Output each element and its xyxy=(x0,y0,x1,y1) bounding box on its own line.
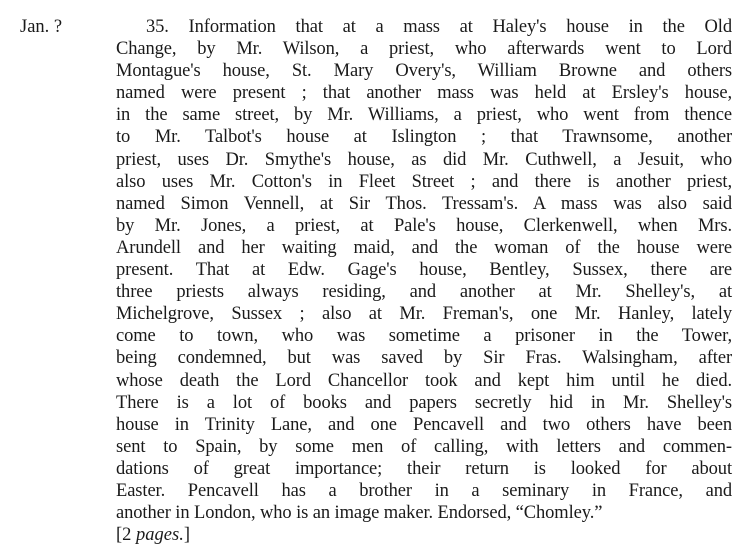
entry-line: to Mr. Talbot's house at Islington ; that Trawnsome, another xyxy=(116,127,732,148)
entry-line: Michelgrove, Sussex ; also at Mr. Freman's, one Mr. Hanley, lately xyxy=(116,304,732,325)
entry-line: Easter. Pencavell has a brother in a seminary in France, and xyxy=(116,480,732,501)
entry-line: present. That at Edw. Gage's house, Bentley, Sussex, there are xyxy=(116,260,732,281)
entry-line: also uses Mr. Cotton's in Fleet Street ; and there is another priest, xyxy=(116,171,732,192)
entry-line: sent to Spain, by some men of calling, with letters and commen- xyxy=(116,436,732,457)
entry-line: named Simon Vennell, at Sir Thos. Tressam's. A mass was also said xyxy=(116,193,732,214)
entry-line: by Mr. Jones, a priest, at Pale's house, Clerkenwell, when Mrs. xyxy=(116,215,732,236)
entry-date: Jan. ? xyxy=(20,17,63,37)
entry-line: Change, by Mr. Wilson, a priest, who afterwards went to Lord xyxy=(116,39,732,60)
entry-line: named were present ; that another mass was held at Ersley's house, xyxy=(116,83,732,104)
entry-line: whose death the Lord Chancellor took and kept him until he died. xyxy=(116,370,732,391)
page-count-open: [2 xyxy=(116,525,137,546)
entry-line: Arundell and her waiting maid, and the woman of the house were xyxy=(116,237,732,258)
entry-line: There is a lot of books and papers secretly hid in Mr. Shelley's xyxy=(116,392,732,413)
entry-line: priest, uses Dr. Smythe's house, as did Mr. Cuthwell, a Jesuit, who xyxy=(116,149,732,170)
entry-line: being condemned, but was saved by Sir Fras. Walsingham, after xyxy=(116,348,732,369)
entry-line: Montague's house, St. Mary Overy's, William Browne and others xyxy=(116,61,732,82)
entry-line: dations of great importance; their return is looked for about xyxy=(116,458,732,479)
entry-line: in the same street, by Mr. Williams, a priest, who went from thence xyxy=(116,105,732,126)
entry-line: three priests always residing, and another at Mr. Shelley's, at xyxy=(116,282,732,303)
calendar-entry xyxy=(116,16,732,546)
entry-line: another in London, who is an image maker. Endorsed, “Chomley.” xyxy=(116,503,603,524)
page-count-word: pages. xyxy=(136,525,184,546)
entry-line: 35. Information that at a mass at Haley's house in the Old xyxy=(146,17,732,37)
page-count-close: ] xyxy=(183,525,191,546)
entry-line: come to town, who was sometime a prisoner in the Tower, xyxy=(116,326,732,347)
page-count-note xyxy=(116,524,732,546)
entry-line: house in Trinity Lane, and one Pencavell and two others have been xyxy=(116,414,732,435)
